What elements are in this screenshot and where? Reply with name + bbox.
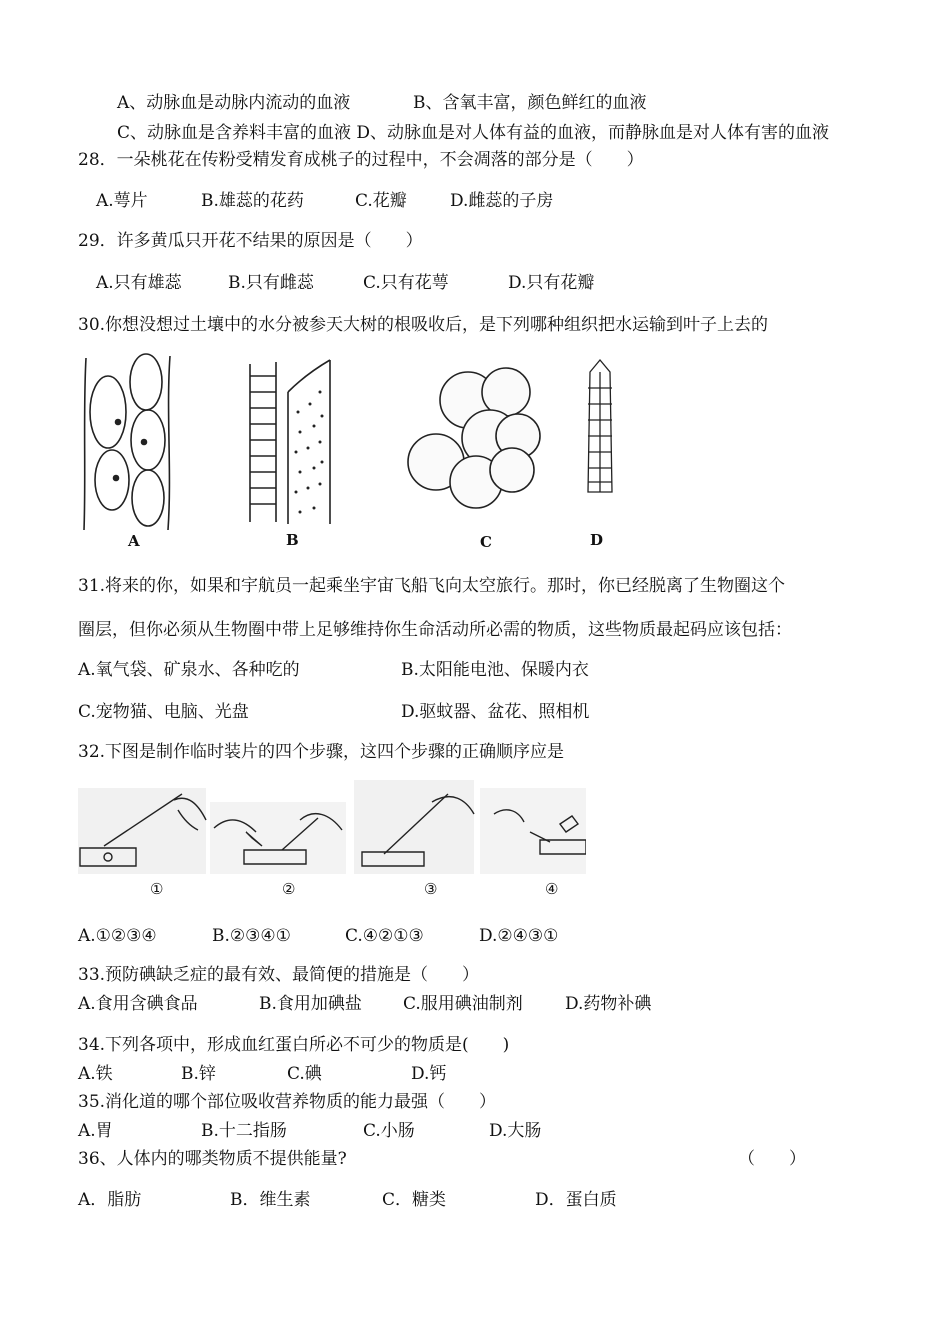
q31-option-d: D.驱蚊器、盆花、照相机 [401,702,590,722]
q31-stem-line1: 31.将来的你，如果和宇航员一起乘坐宇宙飞船飞向太空旅行。那时，你已经脱离了生物圈这个 [78,576,786,596]
q35-option-a: A.胃 [78,1121,113,1141]
tissue-b-image [250,360,330,524]
tissue-figure [78,352,678,552]
q36-option-b: B．维生素 [230,1190,311,1210]
q33-option-a: A.食用含碘食品 [78,994,198,1014]
tissue-c-image [408,368,540,508]
q34-option-a: A.铁 [78,1064,113,1084]
q36-option-d: D．蛋白质 [535,1190,617,1210]
q29-option-a: A.只有雄蕊 [96,273,182,293]
q36-stem: 36、人体内的哪类物质不提供能量? [78,1149,347,1169]
q28-option-d: D.雌蕊的子房 [450,191,554,211]
q28-option-b: B.雄蕊的花药 [201,191,304,211]
q36-answer-paren: （ ） [738,1149,806,1169]
step-label-2: ② [282,880,296,898]
q31-option-c: C.宠物猫、电脑、光盘 [78,702,249,722]
q34-option-c: C.碘 [287,1064,322,1084]
q30-stem: 30.你想没想过土壤中的水分被参天大树的根吸收后，是下列哪种组织把水运输到叶子上去的 [78,315,769,335]
q28-option-c: C.花瓣 [355,191,407,211]
q36-option-a: A．脂肪 [78,1190,142,1210]
tissue-label-a: A [128,532,140,550]
q29-option-c: C.只有花萼 [363,273,449,293]
q28-option-a: A.萼片 [96,191,148,211]
q32-option-b: B.②③④① [212,926,291,946]
q35-option-d: D.大肠 [489,1121,542,1141]
q33-stem: 33.预防碘缺乏症的最有效、最简便的措施是（ ） [78,965,480,985]
q31-option-b: B.太阳能电池、保暖内衣 [401,660,589,680]
q27-option-cd: C、动脉血是含养料丰富的血液 D、动脉血是对人体有益的血液，而静脉血是对人体有害的血液 [117,123,830,143]
q27-option-a: A、动脉血是动脉内流动的血液 [117,93,351,113]
tissue-label-b: B [286,531,299,549]
q34-stem: 34.下列各项中，形成血红蛋白所必不可少的物质是( ) [78,1035,510,1055]
q32-option-a: A.①②③④ [78,926,157,946]
q28-stem: 28．一朵桃花在传粉受精发育成桃子的过程中，不会凋落的部分是（ ） [78,150,644,170]
q31-stem-line2: 圈层，但你必须从生物圈中带上足够维持你生命活动所必需的物质，这些物质最起码应该包括： [78,620,792,640]
q33-option-c: C.服用碘油制剂 [403,994,523,1014]
q29-option-d: D.只有花瓣 [508,273,595,293]
q29-option-b: B.只有雌蕊 [228,273,314,293]
step-label-1: ① [150,880,164,898]
step-label-4: ④ [545,880,559,898]
q29-stem: 29．许多黄瓜只开花不结果的原因是（ ） [78,231,423,251]
q34-option-d: D.钙 [411,1064,447,1084]
tissue-a-image [84,354,170,530]
q32-stem: 32.下图是制作临时装片的四个步骤，这四个步骤的正确顺序应是 [78,742,565,762]
q27-option-b: B、含氧丰富，颜色鲜红的血液 [413,93,647,113]
q32-option-d: D.②④③① [479,926,559,946]
q35-option-b: B.十二指肠 [201,1121,287,1141]
tissue-d-image [588,360,612,492]
q34-option-b: B.锌 [181,1064,216,1084]
step-label-3: ③ [424,880,438,898]
tissue-label-d: D [590,531,604,549]
tissue-label-c: C [480,533,492,551]
q35-stem: 35.消化道的哪个部位吸收营养物质的能力最强（ ） [78,1092,497,1112]
q33-option-d: D.药物补碘 [565,994,652,1014]
q35-option-c: C.小肠 [363,1121,415,1141]
q36-option-c: C．糖类 [382,1190,447,1210]
slide-steps-figure [78,780,586,876]
q31-option-a: A.氧气袋、矿泉水、各种吃的 [78,660,300,680]
q32-option-c: C.④②①③ [345,926,424,946]
q33-option-b: B.食用加碘盐 [259,994,362,1014]
